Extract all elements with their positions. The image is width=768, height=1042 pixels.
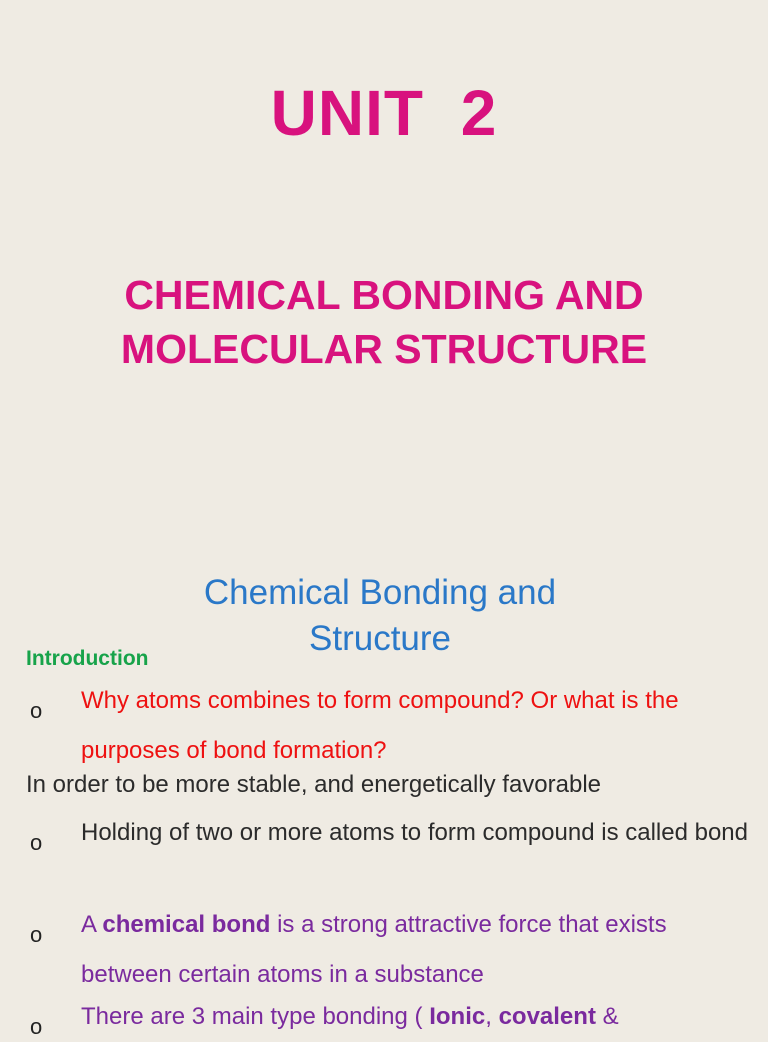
- question-text: Why atoms combines to form compound? Or what is the purposes of bond formation?: [81, 687, 679, 764]
- bullet-marker: o: [30, 698, 43, 723]
- chemical-bond-term: chemical bond: [102, 911, 271, 938]
- section-title-line-1: Chemical Bonding and: [203, 573, 557, 612]
- bullet-marker: o: [30, 830, 43, 855]
- main-title-line-2: MOLECULAR STRUCTURE: [120, 326, 648, 372]
- text-segment: There are 3 main type bonding (: [81, 1003, 430, 1030]
- text-segment: is a strong attractive force that exists between certain atoms in a substance: [81, 911, 667, 988]
- answer-text: In order to be more stable, and energetically favorable: [26, 771, 602, 798]
- ionic-term: Ionic: [429, 1003, 486, 1030]
- chemical-bond-definition: [81, 900, 751, 1000]
- main-title: [0, 268, 768, 376]
- bullet-marker: o: [30, 922, 43, 947]
- section-title: [100, 570, 660, 662]
- covalent-term: covalent: [498, 1003, 596, 1030]
- section-title-line-2: Structure: [309, 619, 451, 658]
- text-segment: &: [595, 1003, 619, 1030]
- bullet-marker: o: [30, 1014, 43, 1039]
- main-title-line-1: CHEMICAL BONDING AND: [124, 272, 644, 318]
- unit-title: UNIT 2: [270, 77, 498, 149]
- text-segment: ,: [485, 1003, 499, 1030]
- introduction-label: Introduction: [26, 647, 149, 670]
- text-segment: A: [81, 911, 103, 938]
- bonding-types-text: [81, 992, 751, 1042]
- bond-definition-text: Holding of two or more atoms to form compound is called bond: [81, 819, 748, 846]
